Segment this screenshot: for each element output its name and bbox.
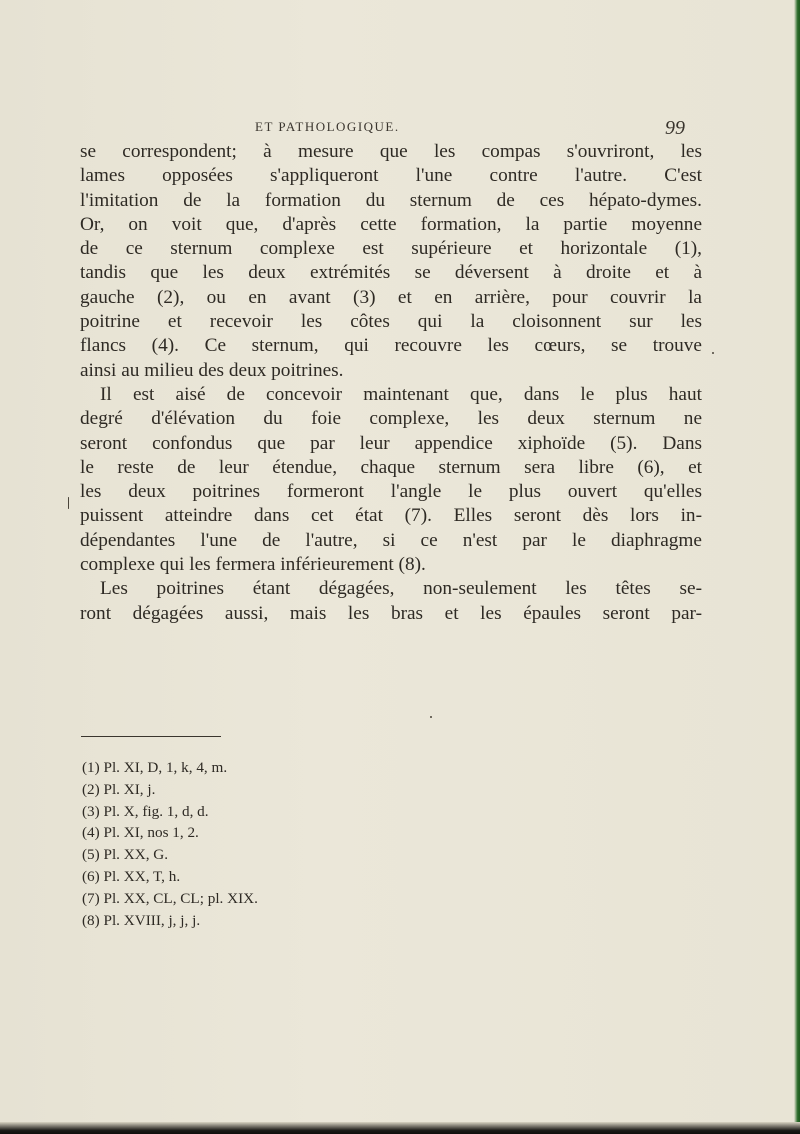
paper-mark: [68, 497, 69, 509]
text-line: poitrine et recevoir les côtes qui la cloisonnent sur les: [80, 311, 702, 333]
page-header: [0, 117, 800, 141]
text-line: flancs (4). Ce sternum, qui recouvre les cœurs, se trouve: [80, 335, 702, 357]
text-line: les deux poitrines formeront l'angle le plus ouvert qu'elles: [80, 481, 702, 503]
text-line: Or, on voit que, d'après cette formation, la partie moyenne: [80, 213, 702, 235]
footnote: (4) Pl. XI, nos 1, 2.: [82, 824, 199, 842]
footnote: (6) Pl. XX, T, h.: [82, 867, 181, 885]
text-line: puissent atteindre dans cet état (7). Elles seront dès lors in-: [80, 505, 702, 527]
text-line: dépendantes l'une de l'autre, si ce n'est par le diaphragme: [80, 529, 702, 551]
footnote: (1) Pl. XI, D, 1, k, 4, m.: [82, 759, 228, 776]
footnote: (5) Pl. XX, G.: [82, 846, 169, 864]
footnote-divider: [81, 736, 221, 737]
page-number: 99: [665, 117, 685, 139]
paper-speck: [712, 352, 714, 354]
text-line: complexe qui les fermera inférieurement (8).: [80, 554, 426, 576]
text-line: de ce sternum complexe est supérieure et horizontale (1),: [80, 238, 702, 260]
text-line: Il est aisé de concevoir maintenant que, dans le plus haut: [100, 383, 702, 405]
running-head: ET PATHOLOGIQUE.: [255, 119, 400, 134]
text-line: ront dégagées aussi, mais les bras et les épaules seront par-: [80, 602, 702, 624]
text-line: se correspondent; à mesure que les compas s'ouvriront, les: [80, 141, 702, 162]
text-line: l'imitation de la formation du sternum de ces hépato-dymes.: [80, 189, 702, 211]
page-edge: [794, 0, 800, 1134]
text-line: degré d'élévation du foie complexe, les deux sternum ne: [80, 408, 702, 430]
text-line: Les poitrines étant dégagées, non-seulement les têtes se-: [100, 578, 702, 600]
footnote: (7) Pl. XX, CL, CL; pl. XIX.: [82, 889, 258, 907]
footnotes: [82, 757, 482, 931]
text-line: le reste de leur étendue, chaque sternum sera libre (6), et: [80, 456, 702, 478]
footnote: (2) Pl. XI, j.: [82, 780, 156, 798]
text-line: tandis que les deux extrémités se déversent à droite et à: [80, 262, 702, 284]
text-line: lames opposées s'appliqueront l'une contre l'autre. C'est: [80, 165, 702, 187]
text-line: gauche (2), ou en avant (3) et en arrière, pour couvrir la: [80, 286, 702, 308]
footnote: (3) Pl. X, fig. 1, d, d.: [82, 802, 209, 820]
page-bottom-edge: [0, 1122, 800, 1134]
text-line: ainsi au milieu des deux poitrines.: [80, 359, 344, 381]
text-line: seront confondus que par leur appendice xiphoïde (5). Dans: [80, 432, 702, 454]
footnote: (8) Pl. XVIII, j, j, j.: [82, 911, 201, 929]
body-text: [80, 140, 702, 626]
paper-speck: [430, 716, 432, 718]
